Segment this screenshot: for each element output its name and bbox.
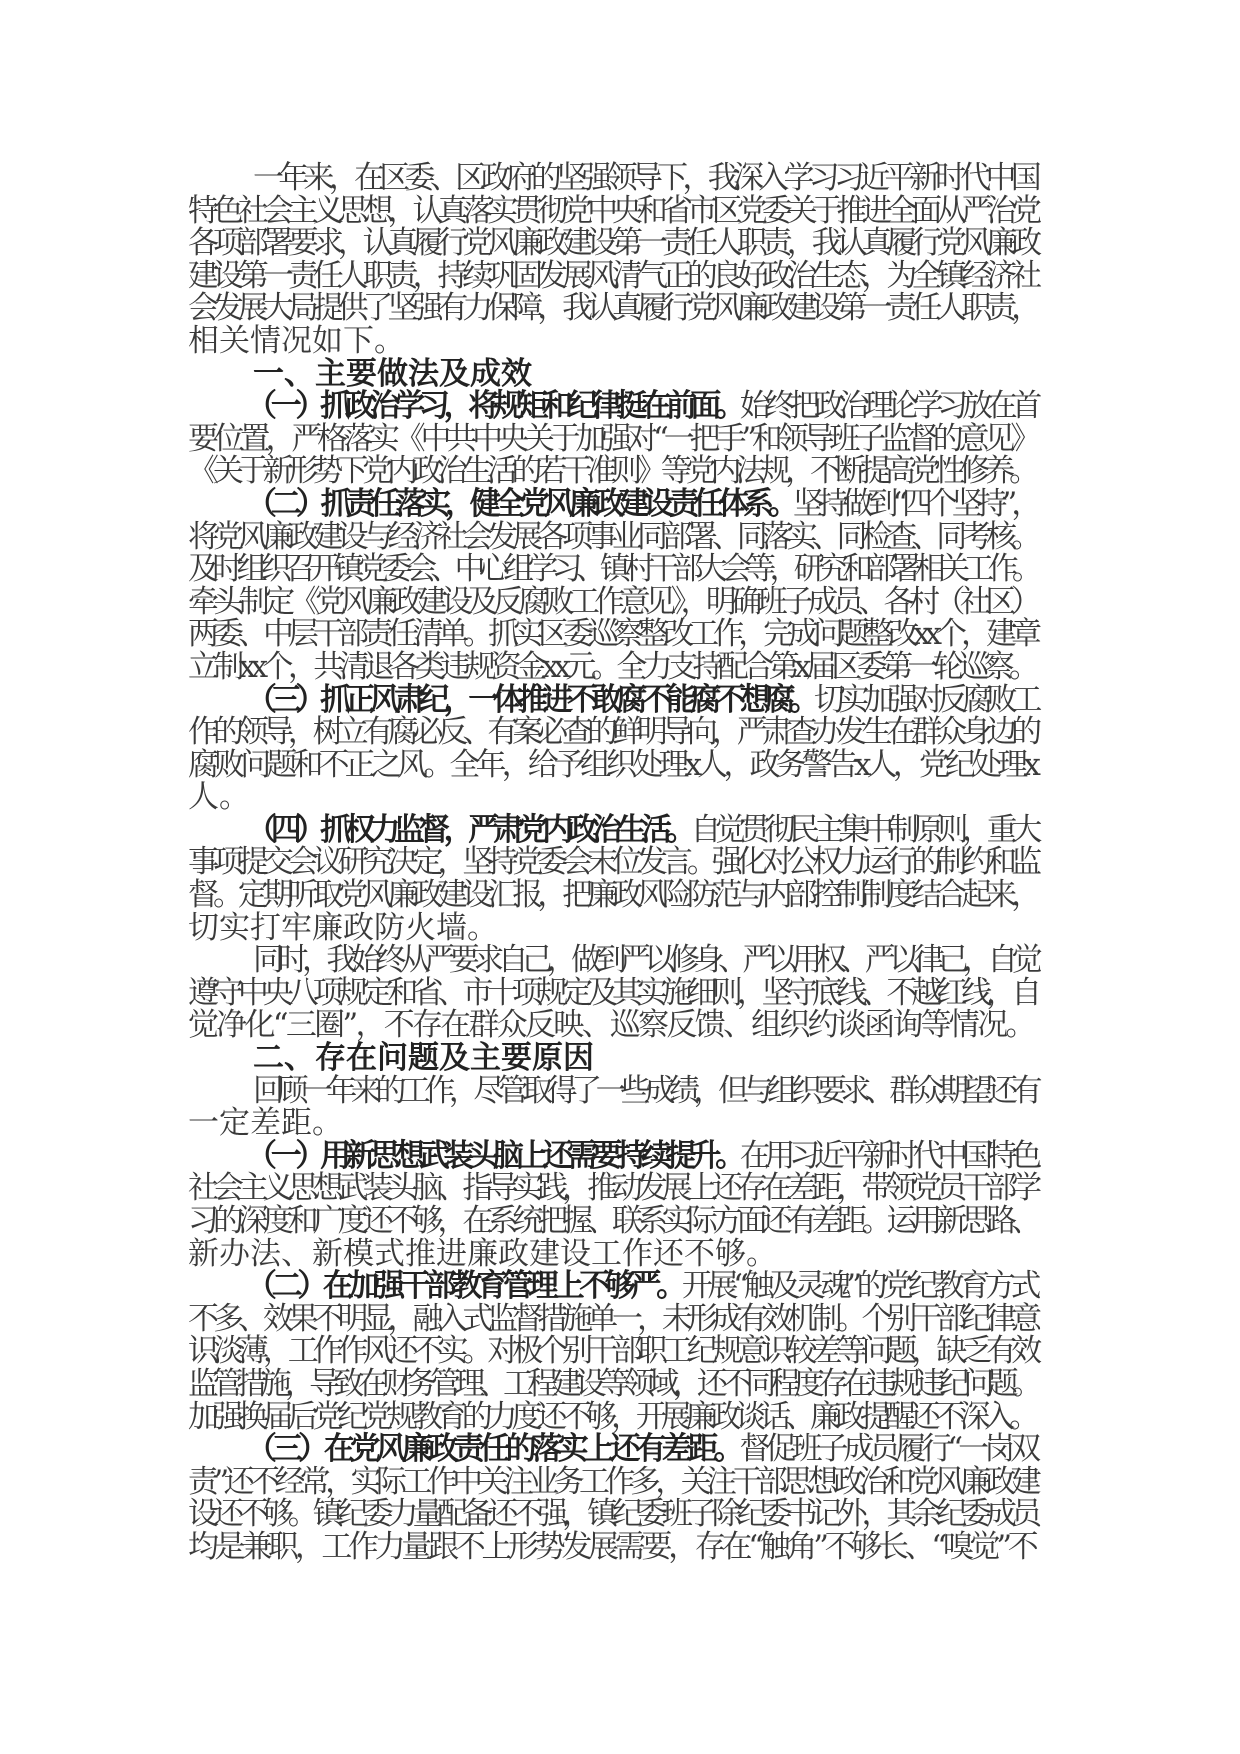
line-text: 加强换届后党纪党规教育的力度还不够，开展廉政谈话、廉政提醒还不深入。 [188,1398,1034,1435]
subsection-paragraph [188,1270,1036,1433]
text-line [188,292,1036,325]
line-text: 作的领导，树立有腐必反、有案必查的鲜明导向，严肃查办发生在群众身边的 [188,714,1036,751]
subsection-title: （一）抓政治学习，将规矩和纪律挺在前面。 [246,388,740,425]
subsection-title: （四）抓权力监督，严肃党内政治生活。 [246,811,691,848]
line-text: 特色社会主义思想，认真落实贯彻党中央和省市区党委关于推进全面从严治党 [188,192,1036,229]
text-line [188,1300,1036,1337]
line-text: 一定差距。 [188,1105,343,1142]
line-text: 及时组织召开镇党委会、中心组学习、镇村干部大会等，研究和部署相关工作。 [188,551,1036,588]
line-text: 将党风廉政建设与经济社会发展各项事业同部署、同落实、同检查、同考核。 [188,518,1036,555]
subsection-paragraph [188,811,1037,946]
subsection-title: （三）抓正风肃纪，一体推进不敢腐不能腐不想腐。 [246,681,814,718]
line-text: 觉净化“三圈”，不存在群众反映、巡察反馈、组织约谈函询等情况。 [188,1007,1034,1044]
text-line [188,485,1036,522]
text-line [188,746,1036,783]
text-line [188,909,1036,946]
paragraph [188,1072,1036,1142]
line-text: 识淡薄，工作作风还不实。对极个别干部职工纪规意识较差等问题，缺乏有效 [188,1333,1036,1370]
line-text: 始终把政治理论学习放在首 [739,388,1037,425]
line-text: 遵守中央八项规定和省、市十项规定及其实施细则，坚守底线、不越红线，自 [188,974,1036,1011]
text-line [188,1172,1036,1205]
text-line [188,1398,1036,1435]
line-text: 各项部署要求，认真履行党风廉政建设第一责任人职责，我认真履行党风廉政 [188,225,1036,262]
line-text: 新办法、新模式推进廉政建设工作还不够。 [188,1235,777,1272]
line-text: 立制xx个，共清退各类违规资金xx元。全力支持配合第x届区委第一轮巡察。 [188,648,1035,685]
section-heading [188,355,1036,392]
subsection-paragraph [188,1433,1036,1563]
line-text: 在用习近平新时代中国特色 [739,1137,1037,1174]
text-line [188,681,1036,718]
text-line [188,1270,1036,1303]
text-line [188,420,1036,457]
line-text: 事项提交会议研究决定，坚持党委会末位发言。强化对公权力运行的制约和监 [188,844,1036,881]
text-line [188,716,1036,749]
text-line [188,390,1036,423]
text-line [188,781,1036,814]
line-text: 设还不够。镇纪委力量配备还不强，镇纪委班子除纪委书记外，其余纪委成员 [188,1496,1036,1533]
subsection-paragraph [188,390,1036,488]
text-line [188,553,1036,586]
text-line [188,1463,1036,1500]
text-line [188,1365,1036,1402]
text-line [188,1528,1036,1565]
subsection-paragraph [188,1137,1037,1272]
line-text: 回顾一年来的工作，尽管取得了一些成绩，但与组织要求、群众期望还有 [253,1072,1036,1109]
text-line [188,1498,1036,1531]
subsection-title: （二）在加强干部教育管理上不够严。 [246,1268,682,1305]
subsection-title: （一）用新思想武装头脑上还需要持续提升。 [246,1137,740,1174]
text-line [188,944,1036,977]
paragraph [188,944,1036,1042]
line-text: 责”还不经常，实际工作中关注业务工作多，关注干部思想政治和党风廉政建 [188,1463,1036,1500]
line-text: 相关情况如下。 [188,322,405,359]
line-text: 牵头制定《党风廉政建设及反腐败工作意见》，明确班子成员、各村（社区） [188,583,1036,620]
subsection-title: （三）在党风廉政责任的落实上还有差距。 [246,1431,740,1468]
text-line [188,648,1036,685]
text-line [188,846,1036,879]
line-text: 督促班子成员履行“一岗双 [739,1431,1036,1468]
line-text: 一年来，在区委、区政府的坚强领导下，我深入学习习近平新时代中国 [253,160,1036,196]
text-line [188,1137,1037,1174]
heading-text: 一、主要做法及成效 [253,355,532,392]
text-line [188,518,1036,555]
text-line [188,583,1036,620]
line-text: 不多、效果不明显，融入式监督措施单一，未形成有效机制。个别干部纪律意 [188,1300,1036,1337]
line-text: 《关于新形势下党内政治生活的若干准则》等党内法规，不断提高党性修养。 [188,453,1034,490]
document-body [188,162,1036,1564]
line-text: 社会主义思想武装头脑、指导实践，推动发展上还存在差距，带领党员干部学 [188,1170,1036,1207]
text-line [188,227,1036,260]
subsection-paragraph [188,485,1036,685]
text-line [188,192,1036,229]
text-line [188,618,1036,651]
text-line [188,1072,1036,1109]
line-text: 监管措施，导致在财务管理、工程建设等领域，还不同程度存在违规违纪问题。 [188,1365,1036,1402]
text-line [188,1009,1036,1042]
line-text: 切实加强对反腐败工 [813,681,1036,718]
subsection-paragraph [188,681,1036,816]
text-line [188,811,1037,848]
text-line [188,257,1036,294]
heading-text: 二、存在问题及主要原因 [253,1040,594,1077]
text-line [188,974,1036,1011]
line-text: 人。 [188,779,250,816]
text-line [188,322,1036,359]
line-text: 会发展大局提供了坚强有力保障，我认真履行党风廉政建设第一责任人职责， [188,290,1036,327]
text-line [188,1107,1036,1140]
line-text: 两委、中层干部责任清单。抓实区委巡察整改工作，完成问题整改xx个，建章 [188,616,1036,653]
subsection-title: （二）抓责任落实，健全党风廉政建设责任体系。 [246,485,793,522]
line-text: 开展“触及灵魂”的党纪教育方式 [681,1268,1036,1305]
text-line [188,162,1036,195]
line-text: 要位置，严格落实《中共中央关于加强对“一把手”和领导班子监督的意见》 [188,420,1036,457]
line-text: 腐败问题和不正之风。全年，给予组织处理x人，政务警告x人，党纪处理x [188,746,1036,783]
line-text: 同时，我始终从严要求自己，做到严以修身、严以用权、严以律己，自觉 [253,942,1036,979]
line-text: 自觉贯彻民主集中制原则，重大 [690,811,1037,848]
text-line [188,1042,1036,1075]
text-line [188,1433,1036,1466]
text-line [188,455,1036,488]
text-line [188,1335,1036,1368]
line-text: 均是兼职，工作力量跟不上形势发展需要，存在“触角”不够长、“嗅觉”不 [188,1528,1035,1565]
text-line [188,879,1036,912]
text-line [188,1235,1036,1272]
text-line [188,1205,1036,1238]
section-heading [188,1042,1036,1075]
line-text: 习的深度和广度还不够，在系统把握、联系实际方面还有差距。运用新思路、 [188,1203,1036,1239]
paragraph [188,162,1036,358]
line-text: 督。定期听取党风廉政建设汇报，把廉政风险防范与内部控制制度结合起来， [188,877,1036,914]
line-text: 坚持做到“四个坚持”， [792,485,1036,522]
text-line [188,355,1036,392]
line-text: 建设第一责任人职责，持续巩固发展风清气正的良好政治生态，为全镇经济社 [188,257,1036,294]
line-text: 切实打牢廉政防火墙。 [188,909,498,946]
